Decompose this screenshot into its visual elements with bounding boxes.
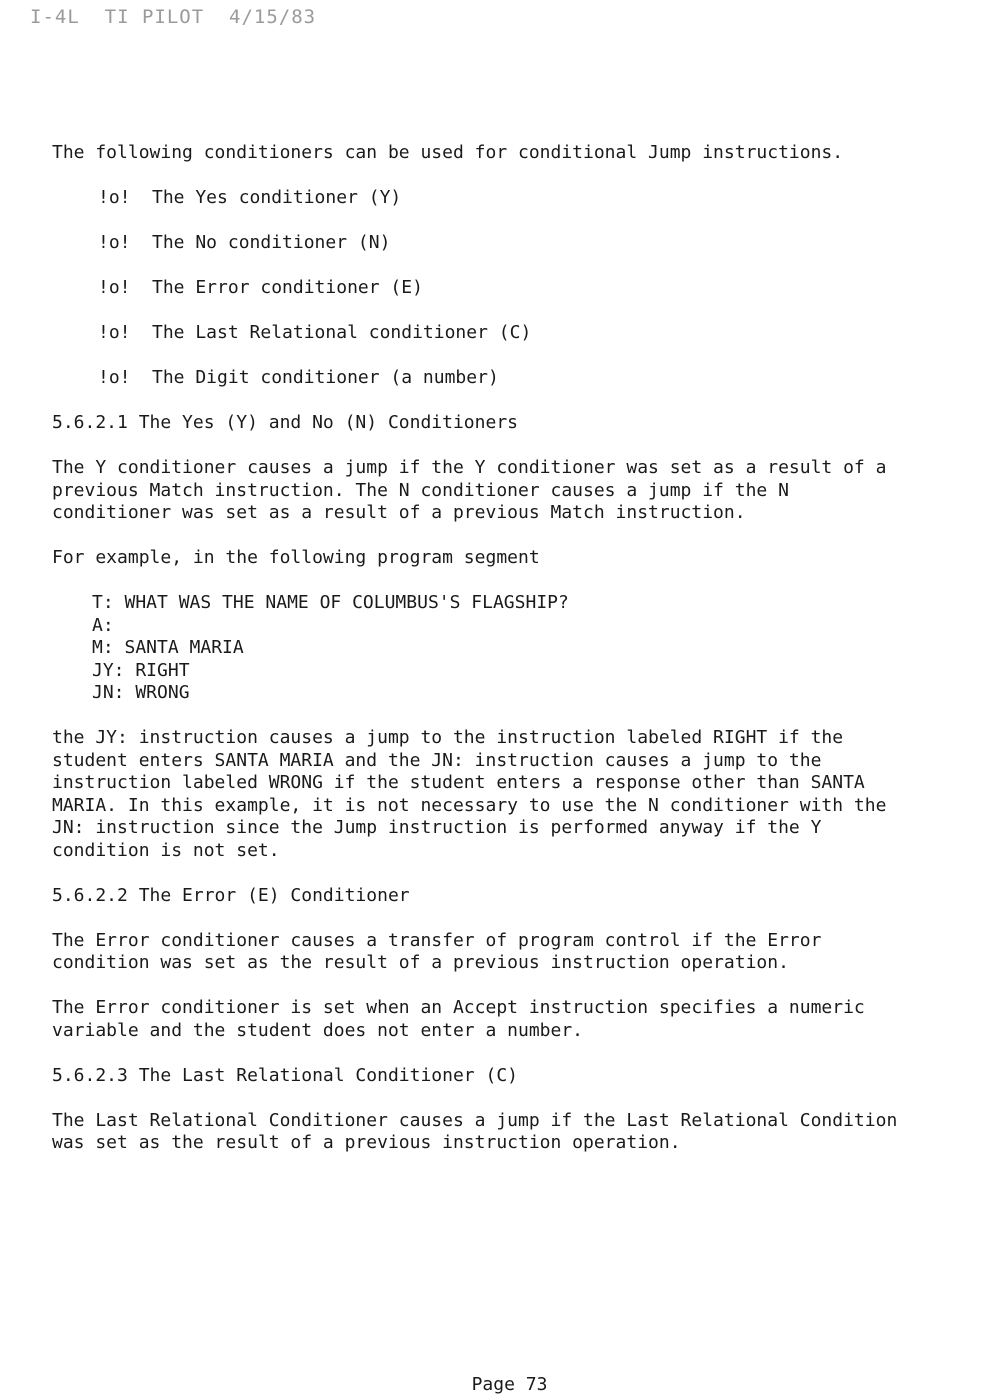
bullet-text: The Yes conditioner (Y) bbox=[152, 187, 402, 208]
paragraph-line: conditioner was set as a result of a previous Match instruction. bbox=[52, 502, 746, 523]
paragraph-line: instruction labeled WRONG if the student enters a response other than SANTA bbox=[52, 772, 865, 793]
bullet-text: The No conditioner (N) bbox=[152, 232, 391, 253]
code-line: T: WHAT WAS THE NAME OF COLUMBUS'S FLAGSHIP? bbox=[92, 592, 569, 613]
section-heading-5-6-2-1: 5.6.2.1 The Yes (Y) and No (N) Conditioners bbox=[52, 412, 518, 433]
bullet-mark: !o! bbox=[98, 232, 131, 253]
example-intro: For example, in the following program segment bbox=[52, 547, 540, 568]
bullet-item bbox=[52, 367, 952, 390]
bullet-mark: !o! bbox=[98, 187, 131, 208]
section-heading-5-6-2-2: 5.6.2.2 The Error (E) Conditioner bbox=[52, 884, 410, 906]
page-number: Page 73 bbox=[471, 1374, 548, 1395]
intro-text: The following conditioners can be used for conditional Jump instructions. bbox=[52, 142, 844, 163]
code-line: A: bbox=[92, 614, 114, 636]
code-line: JN: WRONG bbox=[92, 682, 190, 703]
bullet-item bbox=[52, 277, 952, 300]
paragraph-line: The Last Relational Conditioner causes a jump if the Last Relational Condition bbox=[52, 1109, 898, 1131]
paragraph-line: The Error conditioner is set when an Accept instruction specifies a numeric bbox=[52, 997, 865, 1018]
page-header: I-4L TI PILOT 4/15/83 bbox=[30, 6, 317, 28]
bullet-item bbox=[52, 232, 952, 255]
bullet-mark: !o! bbox=[98, 367, 131, 388]
bullet-text: The Digit conditioner (a number) bbox=[152, 367, 499, 388]
bullet-item bbox=[52, 187, 952, 210]
paragraph-line: was set as the result of a previous instruction operation. bbox=[52, 1132, 681, 1153]
bullet-mark: !o! bbox=[98, 277, 131, 298]
paragraph-line: the JY: instruction causes a jump to the instruction labeled RIGHT if the bbox=[52, 727, 844, 748]
bullet-text: The Error conditioner (E) bbox=[152, 277, 423, 298]
bullet-text: The Last Relational conditioner (C) bbox=[152, 322, 532, 343]
paragraph-line: The Y conditioner causes a jump if the Y conditioner was set as a result of a bbox=[52, 457, 887, 478]
paragraph-line: student enters SANTA MARIA and the JN: instruction causes a jump to the bbox=[52, 749, 822, 771]
paragraph-line: JN: instruction since the Jump instruction is performed anyway if the Y bbox=[52, 817, 822, 838]
paragraph-line: variable and the student does not enter a number. bbox=[52, 1019, 584, 1041]
paragraph-line: The Error conditioner causes a transfer of program control if the Error bbox=[52, 929, 822, 951]
page-footer bbox=[0, 1374, 987, 1397]
paragraph-line: condition was set as the result of a previous instruction operation. bbox=[52, 952, 789, 973]
section-heading-5-6-2-3: 5.6.2.3 The Last Relational Conditioner (C) bbox=[52, 1064, 518, 1086]
paragraph-line: MARIA. In this example, it is not necessary to use the N conditioner with the bbox=[52, 794, 887, 816]
code-line: M: SANTA MARIA bbox=[92, 637, 244, 658]
paragraph-line: previous Match instruction. The N conditioner causes a jump if the N bbox=[52, 479, 789, 501]
bullet-mark: !o! bbox=[98, 322, 131, 343]
code-line: JY: RIGHT bbox=[92, 659, 190, 681]
bullet-item bbox=[52, 322, 952, 345]
paragraph-line: condition is not set. bbox=[52, 839, 280, 861]
page-content bbox=[52, 142, 952, 1155]
